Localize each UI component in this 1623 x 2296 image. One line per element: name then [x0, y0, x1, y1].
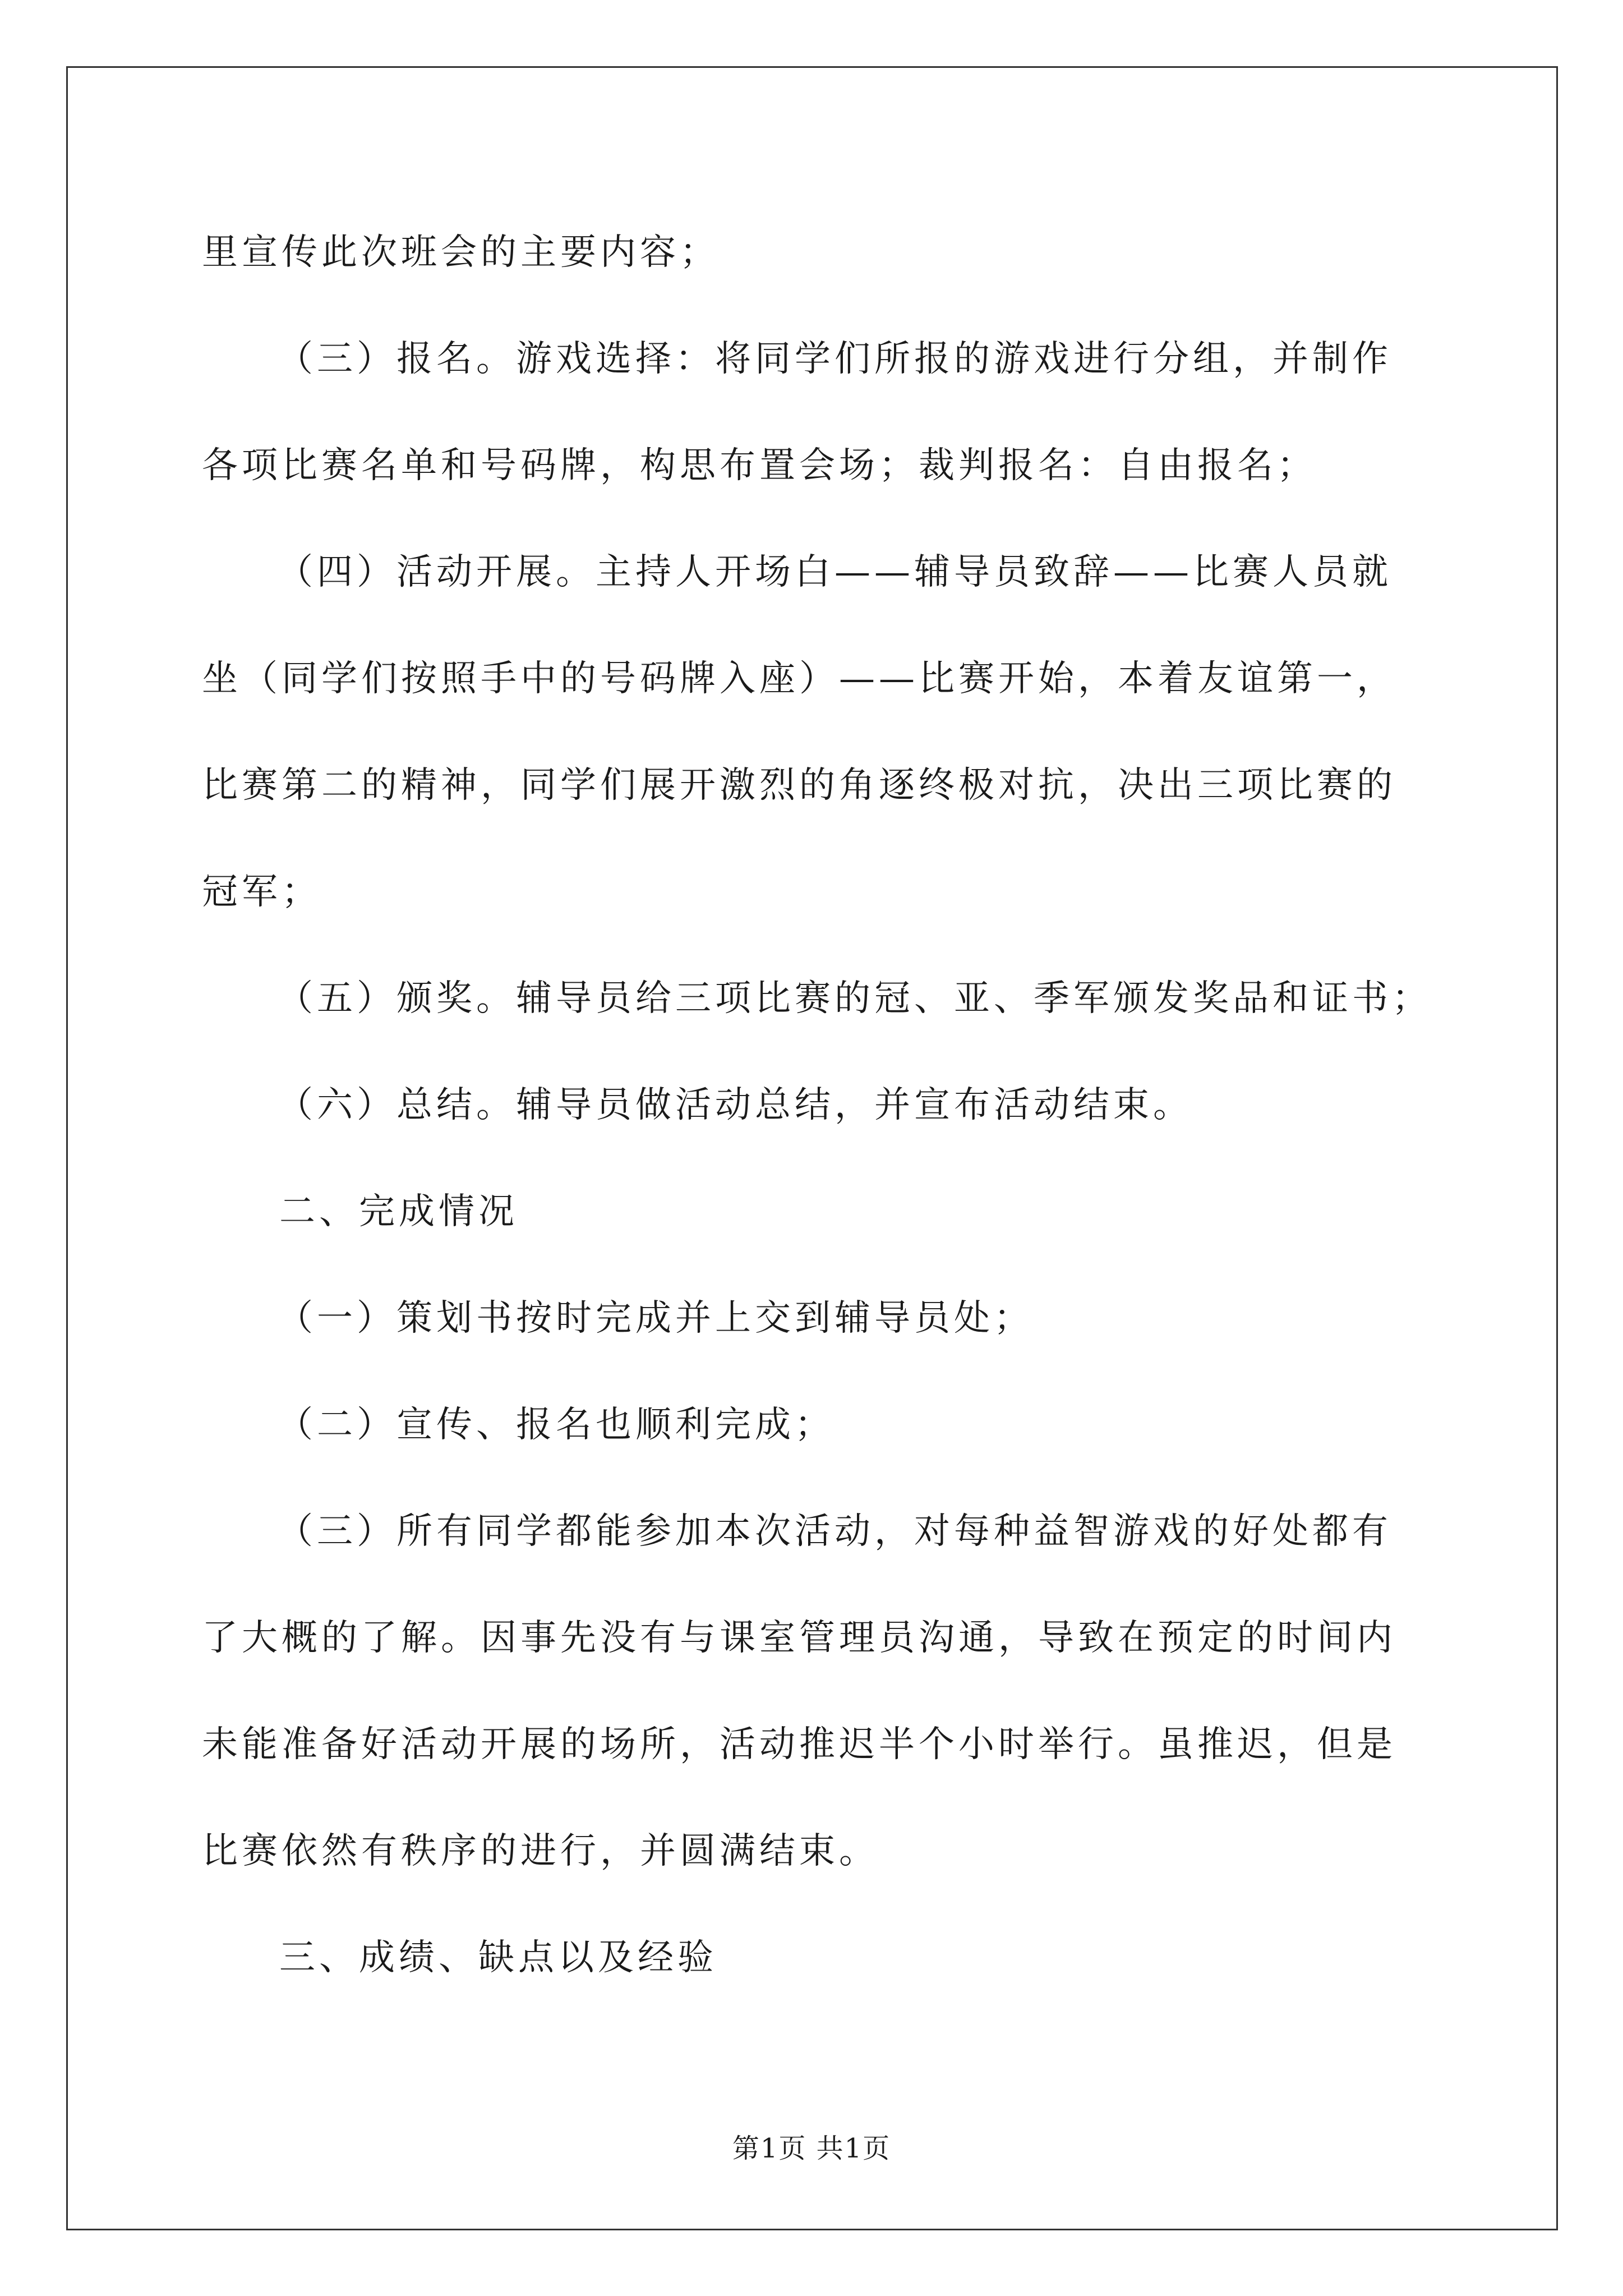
text-line: 坐（同学们按照手中的号码牌入座）——比赛开始，本着友谊第一，: [202, 658, 1396, 700]
text-line: （二）宣传、报名也顺利完成；: [277, 1404, 834, 1446]
text-line: （四）活动开展。主持人开场白——辅导员致辞——比赛人员就: [277, 551, 1392, 593]
text-line: 比赛第二的精神，同学们展开激烈的角逐终极对抗，决出三项比赛的: [202, 765, 1396, 806]
text-line: （六）总结。辅导员做活动总结，并宣布活动结束。: [277, 1084, 1193, 1126]
text-line: 了大概的了解。因事先没有与课室管理员沟通，导致在预定的时间内: [202, 1617, 1396, 1659]
text-line: 冠军；: [202, 871, 321, 913]
text-line: 各项比赛名单和号码牌，构思布置会场；裁判报名：自由报名；: [202, 445, 1317, 486]
page-border: [66, 66, 1558, 2230]
text-line: （三）报名。游戏选择：将同学们所报的游戏进行分组，并制作: [277, 338, 1392, 380]
text-line: 里宣传此次班会的主要内容；: [202, 232, 720, 273]
section-heading: 三、成绩、缺点以及经验: [279, 1937, 717, 1978]
text-line: 未能准备好活动开展的场所，活动推迟半个小时举行。虽推迟，但是: [202, 1724, 1396, 1765]
text-line: 比赛依然有秩序的进行，并圆满结束。: [202, 1830, 879, 1872]
section-heading: 二、完成情况: [279, 1191, 518, 1232]
page-footer: 第1页 共1页: [732, 2133, 891, 2164]
text-line: （三）所有同学都能参加本次活动，对每种益智游戏的好处都有: [277, 1511, 1392, 1552]
text-line: （五）颁奖。辅导员给三项比赛的冠、亚、季军颁发奖品和证书；: [277, 978, 1432, 1019]
text-line: （一）策划书按时完成并上交到辅导员处；: [277, 1297, 1034, 1339]
